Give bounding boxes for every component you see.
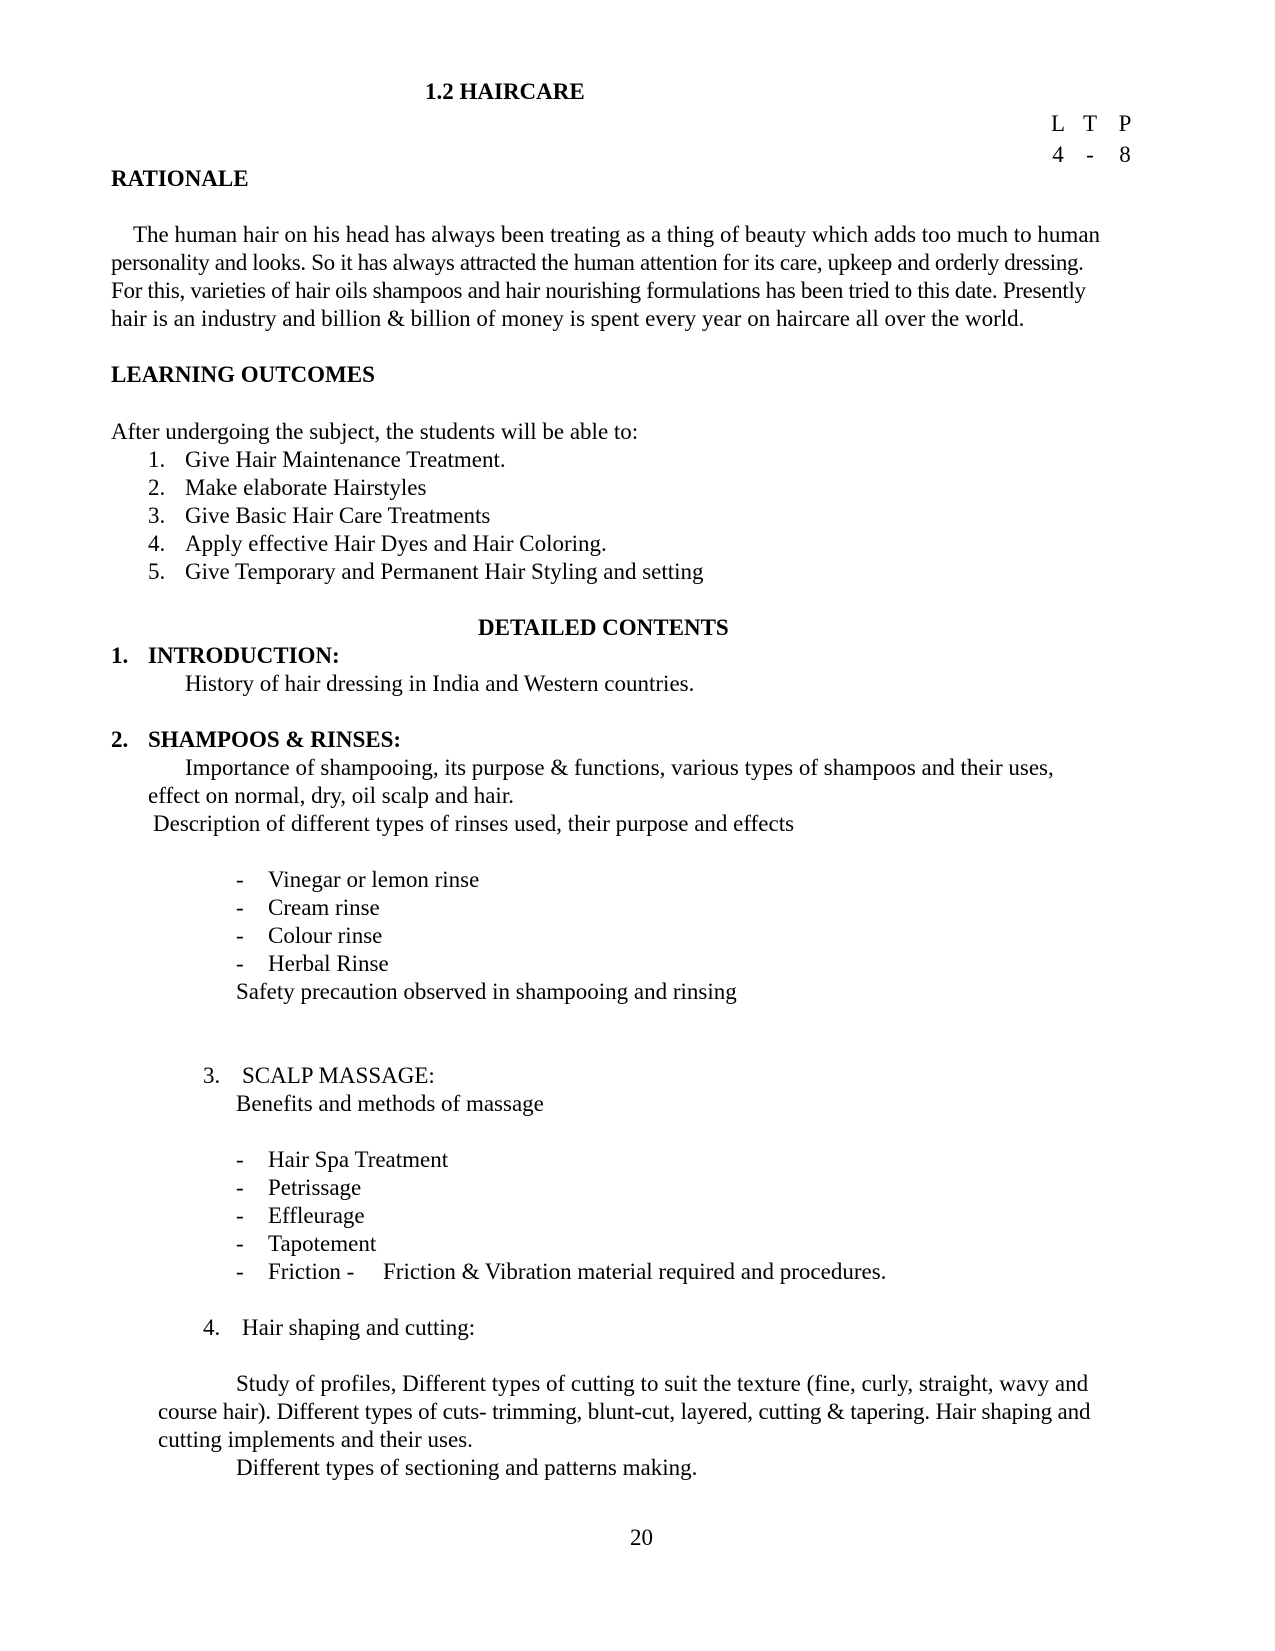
section-3-number: 3.	[203, 1063, 221, 1088]
learning-outcomes-heading: LEARNING OUTCOMES	[111, 362, 375, 387]
ltp-table	[1048, 108, 1138, 170]
ltp-value-l: 4	[1052, 142, 1064, 167]
list-item-text: Apply effective Hair Dyes and Hair Coloring.	[185, 531, 607, 556]
rationale-line-1: The human hair on his head has always been treating as a thing of beauty which adds too much to human	[133, 222, 1101, 247]
section-2-safety: Safety precaution observed in shampooing and rinsing	[236, 979, 737, 1004]
section-3-text: Benefits and methods of massage	[236, 1091, 544, 1116]
ltp-header-l: L	[1050, 111, 1066, 136]
section-2-title: SHAMPOOS & RINSES:	[148, 727, 402, 752]
detailed-contents-heading: DETAILED CONTENTS	[478, 615, 729, 640]
section-4-title: Hair shaping and cutting:	[242, 1315, 476, 1340]
dash-bullet: -	[236, 1147, 244, 1172]
list-item-text: Friction -	[268, 1259, 355, 1284]
learning-outcomes-intro: After undergoing the subject, the students will be able to:	[111, 419, 639, 444]
list-item-number: 4.	[148, 531, 166, 556]
page-title: 1.2 HAIRCARE	[425, 79, 585, 104]
list-item-number: 5.	[148, 559, 166, 584]
list-item-number: 1.	[148, 447, 166, 472]
list-item-text: Tapotement	[268, 1231, 377, 1256]
list-item-text: Cream rinse	[268, 895, 380, 920]
list-item-text: Give Basic Hair Care Treatments	[185, 503, 491, 528]
list-item-number: 2.	[148, 475, 166, 500]
section-4-line-2: course hair). Different types of cuts- trimming, blunt-cut, layered, cutting & tapering. Hair shaping and	[158, 1399, 1091, 1424]
section-2-number: 2.	[111, 727, 129, 752]
ltp-value-t: -	[1086, 142, 1094, 167]
section-1-title: INTRODUCTION:	[148, 643, 340, 668]
section-4-line-4: Different types of sectioning and patterns making.	[236, 1455, 698, 1480]
list-item-text: Effleurage	[268, 1203, 365, 1228]
section-4-line-1: Study of profiles, Different types of cutting to suit the texture (fine, curly, straight, wavy and	[236, 1371, 1089, 1396]
dash-bullet: -	[236, 923, 244, 948]
list-item-text: Hair Spa Treatment	[268, 1147, 449, 1172]
dash-bullet: -	[236, 951, 244, 976]
section-3-title: SCALP MASSAGE:	[242, 1063, 435, 1088]
dash-bullet: -	[236, 1231, 244, 1256]
ltp-value-row	[1048, 139, 1138, 170]
list-item-number: 3.	[148, 503, 166, 528]
rationale-line-3: For this, varieties of hair oils shampoos and hair nourishing formulations has been tried to this date. Presently	[111, 278, 1086, 303]
rationale-heading: RATIONALE	[111, 166, 249, 191]
ltp-header-t: T	[1082, 111, 1098, 136]
list-item-text: Give Temporary and Permanent Hair Styling and setting	[185, 559, 704, 584]
section-1-text: History of hair dressing in India and Western countries.	[185, 671, 695, 696]
ltp-value-p: 8	[1119, 142, 1131, 167]
section-2-line-1: Importance of shampooing, its purpose & functions, various types of shampoos and their uses,	[185, 755, 1054, 780]
dash-bullet: -	[236, 867, 244, 892]
section-4-number: 4.	[203, 1315, 221, 1340]
section-1-number: 1.	[111, 643, 129, 668]
list-item-text: Make elaborate Hairstyles	[185, 475, 427, 500]
list-item-text: Herbal Rinse	[268, 951, 389, 976]
section-2-line-2: effect on normal, dry, oil scalp and hair.	[148, 783, 514, 808]
ltp-header-p: P	[1118, 111, 1132, 136]
dash-bullet: -	[236, 1175, 244, 1200]
rationale-line-4: hair is an industry and billion & billion of money is spent every year on haircare all over the world.	[111, 306, 1025, 331]
ltp-header-row	[1048, 108, 1138, 139]
page-number: 20	[630, 1525, 653, 1550]
list-item-text: Vinegar or lemon rinse	[268, 867, 480, 892]
dash-bullet: -	[236, 1259, 244, 1284]
section-2-line-3: Description of different types of rinses used, their purpose and effects	[153, 811, 795, 836]
section-4-line-3: cutting implements and their uses.	[158, 1427, 473, 1452]
rationale-line-2: personality and looks. So it has always attracted the human attention for its care, upkeep and orderly dressing.	[111, 250, 1084, 275]
list-item-text: Colour rinse	[268, 923, 383, 948]
list-item-text-detail: Friction & Vibration material required and procedures.	[383, 1259, 887, 1284]
dash-bullet: -	[236, 895, 244, 920]
list-item-text: Petrissage	[268, 1175, 362, 1200]
list-item-text: Give Hair Maintenance Treatment.	[185, 447, 506, 472]
dash-bullet: -	[236, 1203, 244, 1228]
